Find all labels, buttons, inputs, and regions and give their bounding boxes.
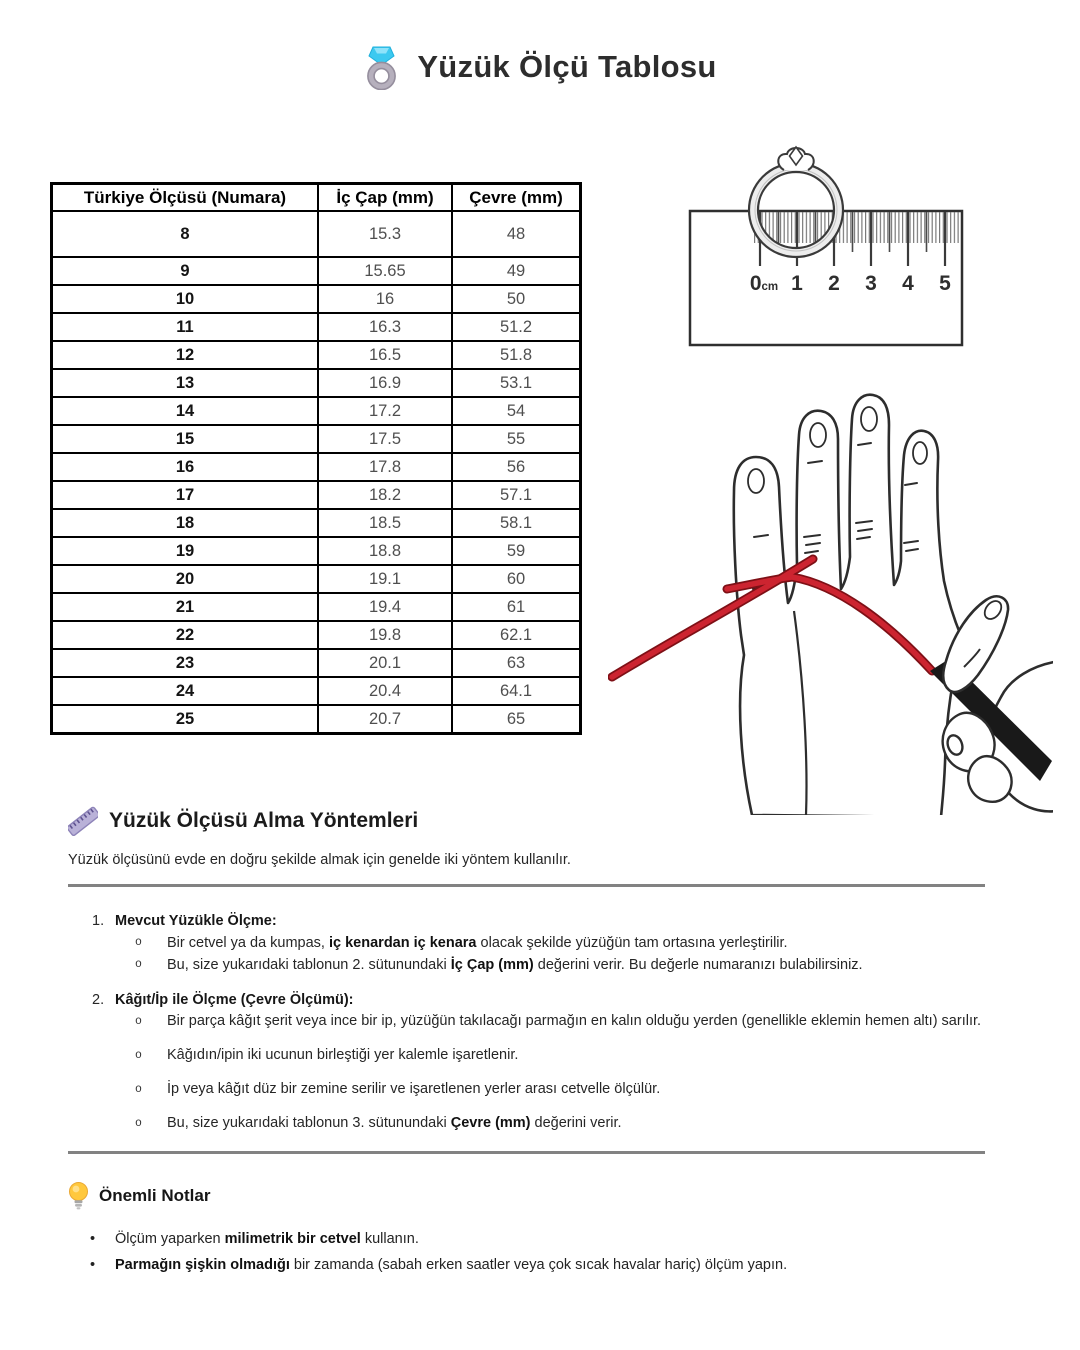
methods-section: [68, 806, 985, 1278]
note-bullet: • Parmağın şişkin olmadığı bir zamanda (sabah erken saatler veya çok sıcak havalar hariç) ölçüm yapın.: [68, 1252, 985, 1278]
table-row: 25 20.7 65: [52, 705, 581, 734]
page-header: [0, 44, 1080, 90]
lightbulb-icon: [68, 1181, 89, 1211]
ruler-icon: [68, 806, 98, 836]
table-row: 22 19.8 62.1: [52, 621, 581, 649]
sub-bullet-marker: o: [135, 936, 142, 949]
page-title: Yüzük Ölçü Tablosu: [417, 49, 717, 84]
sub-bullet-marker: o: [135, 1015, 142, 1028]
ring-size-table: [50, 182, 582, 735]
methods-heading-row: [68, 806, 985, 836]
table-row: 10 16 50: [52, 285, 581, 313]
sub-bullet: o Bu, size yukarıdaki tablonun 3. sütunundaki Çevre (mm) değerini verir.: [68, 1113, 985, 1135]
item-title: Kâğıt/İp ile Ölçme (Çevre Ölçümü):: [115, 992, 354, 1008]
divider: [68, 884, 985, 887]
bullet-marker: •: [90, 1257, 96, 1273]
item-title: Mevcut Yüzükle Ölçme:: [115, 913, 277, 929]
table-row: 12 16.5 51.8: [52, 341, 581, 369]
notes-list: [68, 1226, 985, 1278]
ring-on-ruler-figure: [688, 130, 968, 360]
sub-bullet-marker: o: [135, 958, 142, 971]
svg-text:3: 3: [865, 272, 877, 295]
svg-text:5: 5: [939, 272, 951, 295]
table-row: 17 18.2 57.1: [52, 481, 581, 509]
table-row: 20 19.1 60: [52, 565, 581, 593]
sub-bullet: o Bir parça kâğıt şerit veya ince bir ip, yüzüğün takılacağı parmağın en kalın olduğu yerden (genellikle eklemin hemen altı) sarılır.: [68, 1011, 985, 1033]
table-row: 15 17.5 55: [52, 425, 581, 453]
svg-text:2: 2: [828, 272, 840, 295]
methods-heading: Yüzük Ölçüsü Alma Yöntemleri: [109, 809, 419, 832]
table-row: 8 15.3 48: [52, 211, 581, 257]
sub-bullet-marker: o: [135, 1117, 142, 1130]
table-row: 23 20.1 63: [52, 649, 581, 677]
sub-bullet-marker: o: [135, 1083, 142, 1096]
col-header-circumference: Çevre (mm): [452, 184, 581, 212]
svg-text:4: 4: [902, 272, 914, 295]
table-row: 24 20.4 64.1: [52, 677, 581, 705]
hand-measuring-figure: [608, 365, 1053, 815]
table-row: 13 16.9 53.1: [52, 369, 581, 397]
table-row: 14 17.2 54: [52, 397, 581, 425]
col-header-size: Türkiye Ölçüsü (Numara): [52, 184, 319, 212]
table-header-row: [52, 184, 581, 212]
method-item-1: [68, 910, 985, 976]
ruler-mm-ticks: [754, 212, 959, 243]
table-row: 11 16.3 51.2: [52, 313, 581, 341]
bullet-marker: •: [90, 1231, 96, 1247]
notes-heading: Önemli Notlar: [99, 1186, 211, 1205]
intro-paragraph: Yüzük ölçüsünü evde en doğru şekilde almak için genelde iki yöntem kullanılır.: [68, 852, 571, 868]
sub-bullet: o Bir cetvel ya da kumpas, iç kenardan iç kenara olacak şekilde yüzüğün tam ortasına yerleştirilir.: [68, 932, 985, 954]
sub-bullet-marker: o: [135, 1049, 142, 1062]
item-number: 2.: [92, 992, 105, 1008]
sub-bullet: o Kâğıdın/ipin iki ucunun birleştiği yer kalemle işaretlenir.: [68, 1045, 985, 1067]
note-bullet: • Ölçüm yaparken milimetrik bir cetvel kullanın.: [68, 1226, 985, 1252]
methods-list: [68, 910, 985, 1135]
notes-heading-row: [68, 1181, 985, 1211]
svg-text:1: 1: [791, 272, 803, 295]
table-row: 21 19.4 61: [52, 593, 581, 621]
table-row: 16 17.8 56: [52, 453, 581, 481]
table-row: 18 18.5 58.1: [52, 509, 581, 537]
table-row: 9 15.65 49: [52, 257, 581, 285]
col-header-diameter: İç Çap (mm): [318, 184, 452, 212]
svg-text:0cm: 0cm: [749, 272, 779, 295]
ring-icon: [363, 44, 400, 90]
item-number: 1.: [92, 913, 105, 929]
sub-bullet: o Bu, size yukarıdaki tablonun 2. sütunundaki İç Çap (mm) değerini verir. Bu değerle numaranızı bulabilirsiniz.: [68, 954, 985, 976]
table-row: 19 18.8 59: [52, 537, 581, 565]
method-item-2: [68, 989, 985, 1135]
divider: [68, 1151, 985, 1154]
sub-bullet: o İp veya kâğıt düz bir zemine serilir ve işaretlenen yerler arası cetvelle ölçülür.: [68, 1079, 985, 1101]
